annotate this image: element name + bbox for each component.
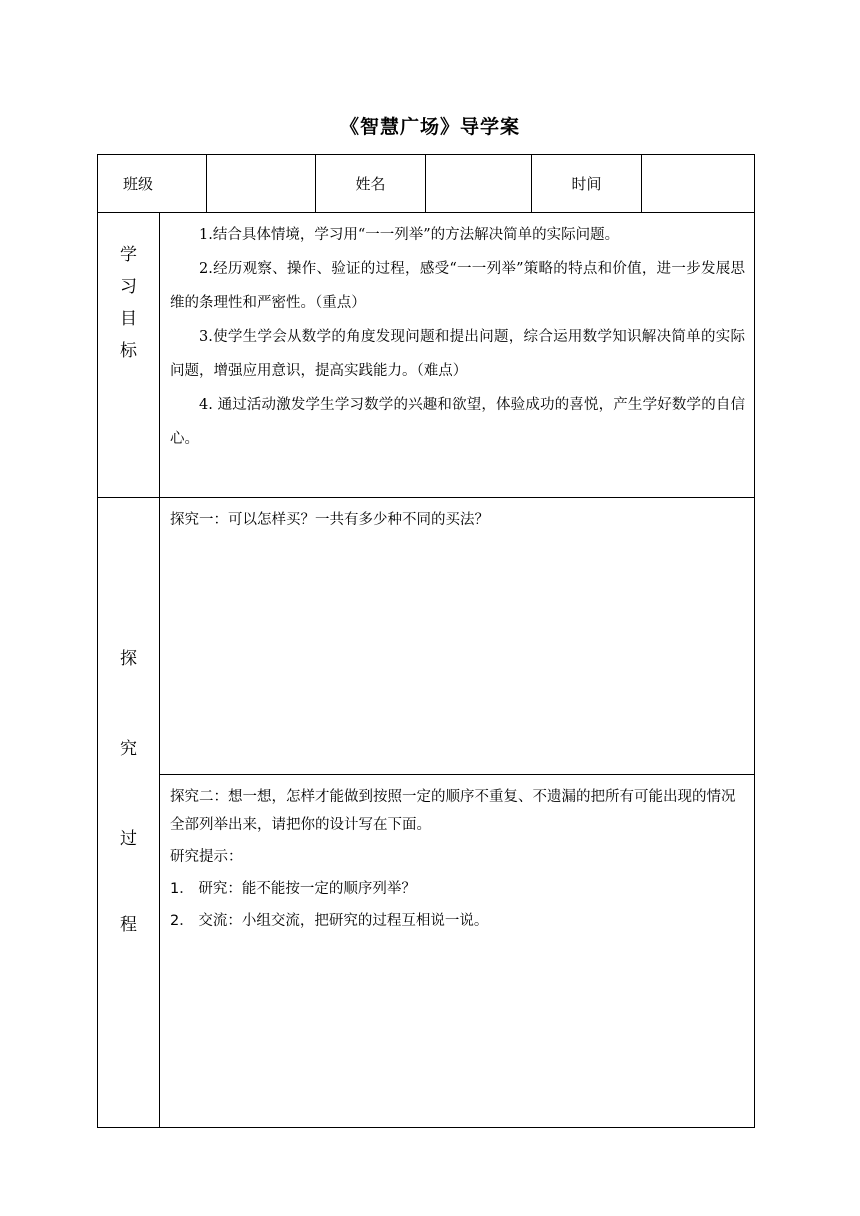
name-label: 姓名 [316, 155, 426, 213]
class-label: 班级 [98, 155, 207, 213]
hint-title: 研究提示： [170, 849, 243, 865]
goal-item: 1.结合具体情境，学习用“一一列举”的方法解决简单的实际问题。 [199, 227, 620, 243]
header-row [98, 155, 755, 213]
goals-label: 学 习 目 标 [98, 213, 160, 498]
time-field[interactable] [642, 155, 755, 213]
goals-content [160, 213, 755, 498]
goal-item: 4. 通过活动激发学生学习数学的兴趣和欲望，体验成功的喜悦，产生学好数学的自信心。 [170, 397, 746, 447]
time-label: 时间 [532, 155, 642, 213]
explore2-cell[interactable] [160, 775, 755, 1128]
goals-row [98, 213, 755, 498]
study-guide-table [97, 154, 755, 1128]
explore1-question: 探究一：可以怎样买？一共有多少种不同的买法？ [170, 512, 489, 528]
name-field[interactable] [426, 155, 532, 213]
class-field[interactable] [207, 155, 316, 213]
explore2-question: 探究二：想一想，怎样才能做到按照一定的顺序不重复、不遗漏的把所有可能出现的情况全部列举出来，请把你的设计写在下面。 [170, 789, 736, 833]
hint-item: 1． 研究：能不能按一定的顺序列举？ [170, 881, 416, 897]
page-title: 《智慧广场》导学案 [339, 116, 520, 138]
goal-item: 3.使学生学会从数学的角度发现问题和提出问题，综合运用数学知识解决简单的实际问题，增强应用意识，提高实践能力。（难点） [170, 329, 746, 379]
explore2-row [98, 775, 755, 1128]
goal-item: 2.经历观察、操作、验证的过程，感受“一一列举”策略的特点和价值，进一步发展思维的条理性和严密性。（重点） [170, 261, 746, 311]
explore1-row [98, 498, 755, 775]
hint-item: 2． 交流：小组交流，把研究的过程互相说一说。 [170, 913, 489, 929]
explore1-cell[interactable] [160, 498, 755, 775]
process-label: 探 究 过 程 [98, 498, 160, 1128]
